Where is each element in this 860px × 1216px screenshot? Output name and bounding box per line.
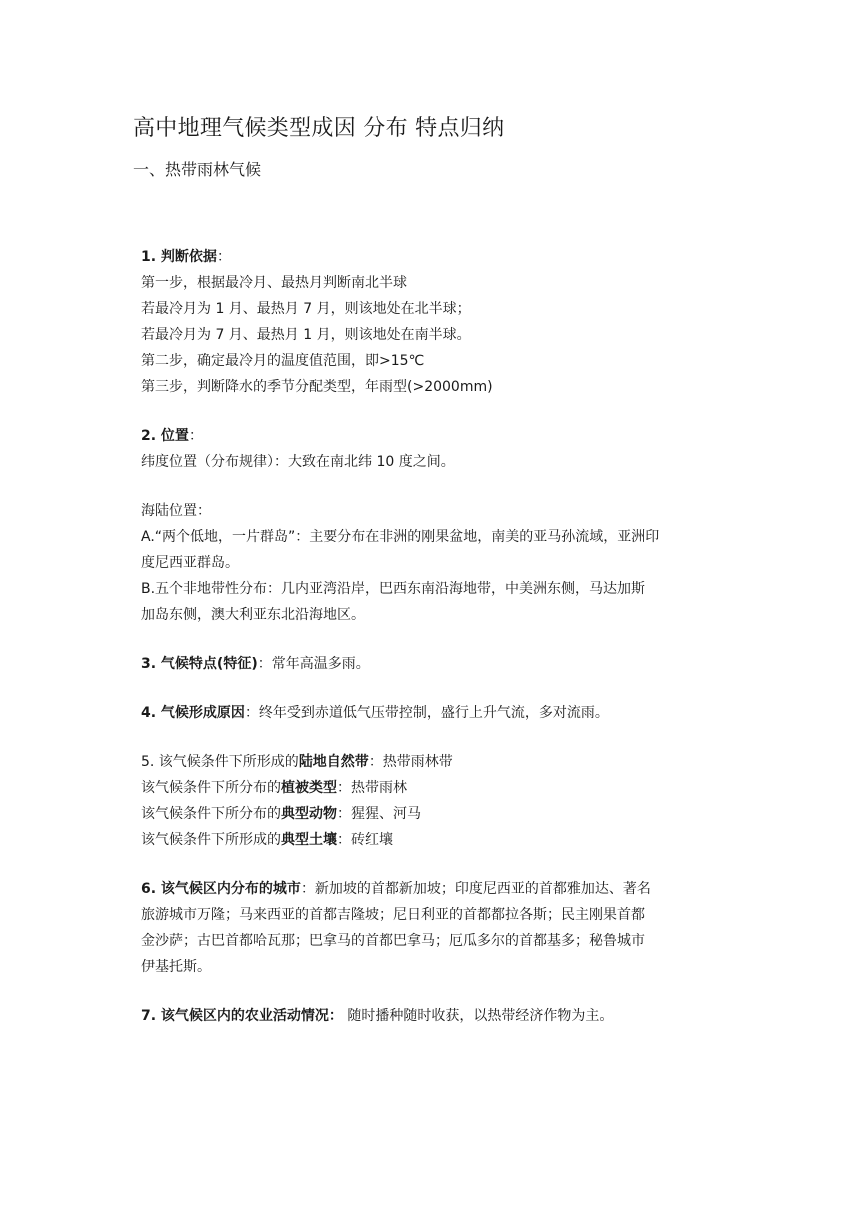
spacer xyxy=(141,400,721,423)
s7-heading: 7. 该气候区内的农业活动情况： xyxy=(141,1008,343,1024)
s7-text: 随时播种随时收获，以热带经济作物为主。 xyxy=(342,1008,614,1024)
s2-line-3b: 度尼西亚群岛。 xyxy=(141,555,239,571)
s5-l1-prefix: 5. 该气候条件下所形成的 xyxy=(141,754,299,770)
s1-line-4: 第二步，确定最冷月的温度值范围，即>15℃ xyxy=(141,353,425,369)
s5-line-1 xyxy=(141,749,721,775)
s5-l1-text: ：热带雨林带 xyxy=(368,754,453,770)
s6-line-3: 金沙萨；古巴首都哈瓦那；巴拿马的首都巴拿马；厄瓜多尔的首都基多；秘鲁城市 xyxy=(141,933,645,949)
s7-line xyxy=(141,1003,721,1029)
s6-line-2: 旅游城市万隆；马来西亚的首都吉隆坡；尼日利亚的首都都拉各斯；民主刚果首都 xyxy=(141,907,645,923)
s5-l3-text: ：猩猩、河马 xyxy=(337,806,421,822)
s2-heading: 2. 位置 xyxy=(141,428,189,444)
s3-line xyxy=(141,651,721,677)
s1-heading-line xyxy=(141,244,721,270)
s6-l1: ：新加坡的首都新加坡；印度尼西亚的首都雅加达、著名 xyxy=(300,881,651,897)
s1-heading: 1. 判断依据 xyxy=(141,249,217,265)
s6-line-1 xyxy=(141,876,721,902)
s2-line-2: 海陆位置： xyxy=(141,503,211,519)
s3-heading: 3. 气候特点(特征) xyxy=(141,656,258,672)
s5-l3-prefix: 该气候条件下所分布的 xyxy=(141,806,281,822)
spacer xyxy=(141,980,721,1003)
s1-line-5: 第三步，判断降水的季节分配类型，年雨型(>2000mm) xyxy=(141,379,493,395)
document-body xyxy=(141,244,721,1029)
s6-line-4: 伊基托斯。 xyxy=(141,959,211,975)
s2-heading-line xyxy=(141,423,721,449)
document-title: 高中地理气候类型成因 分布 特点归纳 xyxy=(133,116,505,141)
spacer xyxy=(141,475,721,498)
s5-l1-bold: 陆地自然带 xyxy=(298,754,369,770)
s6-heading: 6. 该气候区内分布的城市 xyxy=(141,881,301,897)
spacer xyxy=(141,726,721,749)
s5-l2-text: ：热带雨林 xyxy=(337,780,407,796)
s5-l4-text: ：砖红壤 xyxy=(337,832,393,848)
s5-l3-bold: 典型动物 xyxy=(281,806,337,822)
spacer xyxy=(141,853,721,876)
s4-line xyxy=(141,700,721,726)
s1-heading-colon: ： xyxy=(216,249,231,265)
spacer xyxy=(141,628,721,651)
s5-l2-prefix: 该气候条件下所分布的 xyxy=(141,780,281,796)
s1-line-2: 若最冷月为 1 月、最热月 7 月，则该地处在北半球； xyxy=(141,301,471,317)
s4-heading: 4. 气候形成原因 xyxy=(141,705,245,721)
spacer xyxy=(141,677,721,700)
section-heading: 一、热带雨林气候 xyxy=(133,160,262,179)
s5-l2-bold: 植被类型 xyxy=(281,780,337,796)
s2-line-4b: 加岛东侧，澳大利亚东北沿海地区。 xyxy=(141,607,365,623)
s2-line-4a: B.五个非地带性分布：几内亚湾沿岸，巴西东南沿海地带，中美洲东侧，马达加斯 xyxy=(141,581,646,597)
s3-text: ：常年高温多雨。 xyxy=(257,656,370,672)
s5-l4-prefix: 该气候条件下所形成的 xyxy=(141,832,281,848)
s5-line-2 xyxy=(141,775,721,801)
s2-heading-colon: ： xyxy=(188,428,203,444)
s5-line-3 xyxy=(141,801,721,827)
s5-line-4 xyxy=(141,827,721,853)
s5-l4-bold: 典型土壤 xyxy=(281,832,337,848)
s1-line-3: 若最冷月为 7 月、最热月 1 月，则该地处在南半球。 xyxy=(141,327,471,343)
s4-text: ：终年受到赤道低气压带控制，盛行上升气流，多对流雨。 xyxy=(244,705,609,721)
s2-line-1: 纬度位置（分布规律）：大致在南北纬 10 度之间。 xyxy=(141,454,455,470)
s2-line-3a: A.“两个低地，一片群岛”：主要分布在非洲的刚果盆地，南美的亚马孙流域，亚洲印 xyxy=(141,529,660,545)
s1-line-1: 第一步，根据最冷月、最热月判断南北半球 xyxy=(141,275,407,291)
